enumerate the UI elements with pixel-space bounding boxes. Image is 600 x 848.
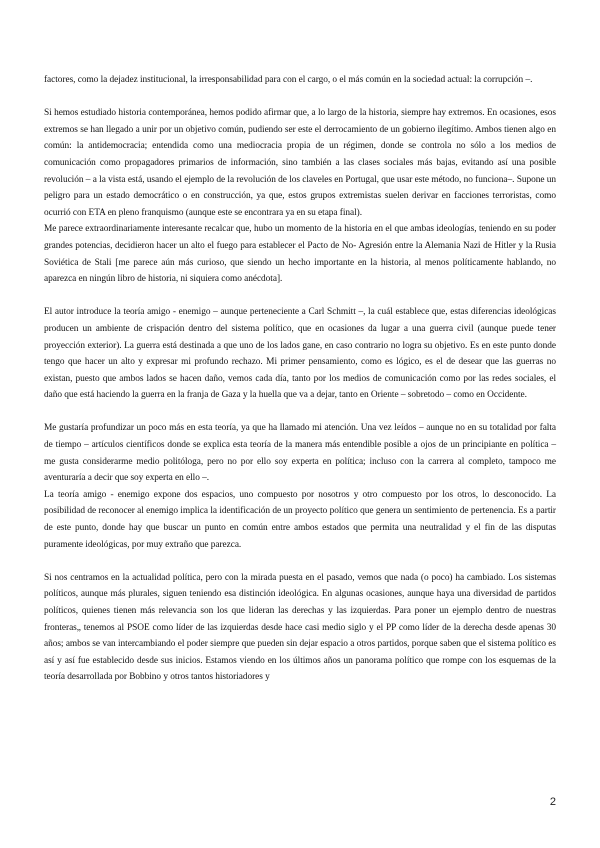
paragraph-7: Si nos centramos en la actualidad política, pero con la mirada puesta en el pasado, vemos que nada (o poco) ha cambiado. Los sistemas políticos, aunque más plurales, siguen teniendo esa distinción ideológica. En algunas ocasiones, aunque haya una diversidad de partidos políticos, quienes tienen más relevancia son los que lideran las derechas y las izquierdas. Para poner un ejemplo dentro de nuestras fronteras„ tenemos al PSOE como líder de las izquierdas desde hace casi medio siglo y el PP como líder de la derecha desde apenas 30 años; ambos se van intercambiando el poder siempre que pueden sin dejar espacio a otros partidos, porque saben que el sistema político es así y así fue establecido desde sus inicios. Estamos viendo en los últimos años un panorama político que rompe con los esquemas de la teoría desarrollada por Bobbino y otros tantos historiadores y xyxy=(44,572,556,683)
paragraph-2: Si hemos estudiado historia contemporánea, hemos podido afirmar que, a lo largo de la historia, siempre hay extremos. En ocasiones, esos extremos se han llegado a unir por un objetivo común, pudiendo ser este el derrocamiento de un gobierno ilegítimo. Ambos tienen algo en común: la antidemocracia; entendida como una mediocracia propia de un régimen, donde se controla no sólo a los medios de comunicación como propagadores primarios de información, sino también a las clases sociales más bajas, evitando así una posible revolución – a la vista está, usando el ejemplo de la revolución de los claveles en Portugal, que usar este método, no funciona–. Supone un peligro para un estado democrático o en construcción, ya que, estos grupos extremistas suelen derivar en facciones terroristas, como ocurrió con ETA en pleno franquismo (aunque este se encontrara ya en su etapa final). xyxy=(44,108,556,218)
paragraph-3: Me parece extraordinariamente interesante recalcar que, hubo un momento de la historia en el que ambas ideologías, teniendo en su poder grandes potencias, decidieron hacer un alto el fuego para establecer el Pacto de No- Agresión entre la Alemania Nazi de Hitler y la Rusia Soviética de Stali [me parece aún más curioso, que siendo un hecho importante en la historia, al menos políticamente hablando, no aparezca en ningún libro de historia, ni siquiera como anécdota]. xyxy=(44,224,556,285)
body-text xyxy=(44,72,556,686)
paragraph-6: La teoría amigo - enemigo expone dos espacios, uno compuesto por nosotros y otro compuesto por los otros, lo desconocido. La posibilidad de reconocer al enemigo implica la identificación de un proyecto político que genera un sentimiento de pertenencia. Es a partir de este punto, donde hay que buscar un punto en común entre ambos estados que permita una neutralidad y el fin de las disputas puramente ideológicas, por muy extraño que parezca. xyxy=(44,489,556,550)
paragraph-1: factores, como la dejadez institucional, la irresponsabilidad para con el cargo, o el más común en la sociedad actual: la corrupción –. xyxy=(44,75,533,85)
page-number: 2 xyxy=(549,796,556,808)
paragraph-4: El autor introduce la teoría amigo - enemigo – aunque perteneciente a Carl Schmitt –, la cuál establece que, estas diferencias ideológicas producen un ambiente de crispación dentro del sistema político, que en ocasiones da lugar a una guerra civil (aunque puede tener proyección exterior). La guerra está destinada a que uno de los lados gane, en caso contrario no logra su objetivo. Es en este punto donde tengo que hacer un alto y expresar mi profundo rechazo. Mi primer pensamiento, como es lógico, es el de desear que las guerras no existan, puesto que ambos lados se hacen daño, vemos cada día, tanto por los medios de comunicación como por las redes sociales, el daño que está haciendo la guerra en la franja de Gaza y la huella que va a dejar, tanto en Oriente – sobretodo – como en Occidente. xyxy=(44,307,556,401)
paragraph-5: Me gustaría profundizar un poco más en esta teoría, ya que ha llamado mi atención. Una vez leídos – aunque no en su totalidad por falta de tiempo – artículos científicos donde se explica esta teoría de la manera más entendible posible a ojos de un principiante en política – me gusta considerarme medio politóloga, pero no por ello soy experta en política; incluso con la carrera al completo, tampoco me aventuraría a decir que soy experta en ello –. xyxy=(44,423,556,484)
